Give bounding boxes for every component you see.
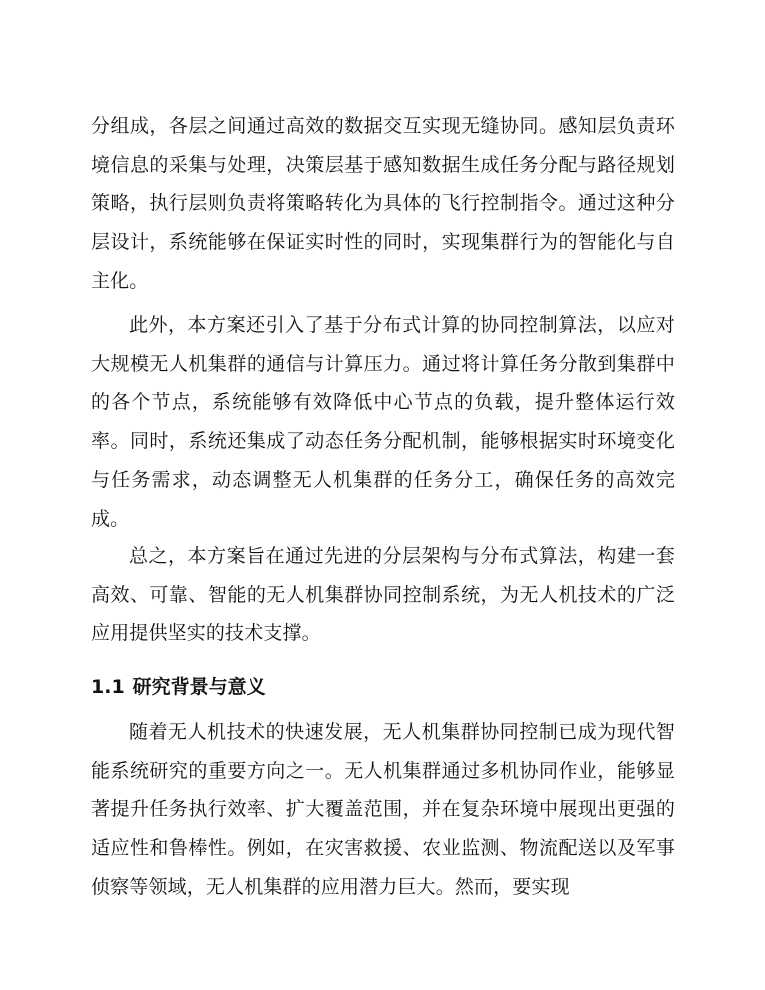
body-paragraph: 总之，本方案旨在通过先进的分层架构与分布式算法，构建一套高效、可靠、智能的无人机集群协同控制系统，为无人机技术的广泛应用提供坚实的技术支撑。 <box>91 545 675 645</box>
section-number: 1.1 <box>91 676 125 698</box>
body-paragraph: 此外，本方案还引入了基于分布式计算的协同控制算法，以应对大规模无人机集群的通信与计算压力。通过将计算任务分散到集群中的各个节点，系统能够有效降低中心节点的负载，提升整体运行效率。同时，系统还集成了动态任务分配机制，能够根据实时环境变化与任务需求，动态调整无人机集群的任务分工，确保任务的高效完成。 <box>91 314 675 530</box>
body-paragraph: 随着无人机技术的快速发展，无人机集群协同控制已成为现代智能系统研究的重要方向之一。无人机集群通过多机协同作业，能够显著提升任务执行效率、扩大覆盖范围，并在复杂环境中展现出更强的适应性和鲁棒性。例如，在灾害救援、农业监测、物流配送以及军事侦察等领域，无人机集群的应用潜力巨大。然而，要实现 <box>91 721 675 898</box>
section-heading <box>91 668 266 706</box>
body-paragraph: 分组成，各层之间通过高效的数据交互实现无缝协同。感知层负责环境信息的采集与处理，决策层基于感知数据生成任务分配与路径规划策略，执行层则负责将策略转化为具体的飞行控制指令。通过这种分层设计，系统能够在保证实时性的同时，实现集群行为的智能化与自主化。 <box>91 115 675 292</box>
section-title: 研究背景与意义 <box>132 676 266 698</box>
